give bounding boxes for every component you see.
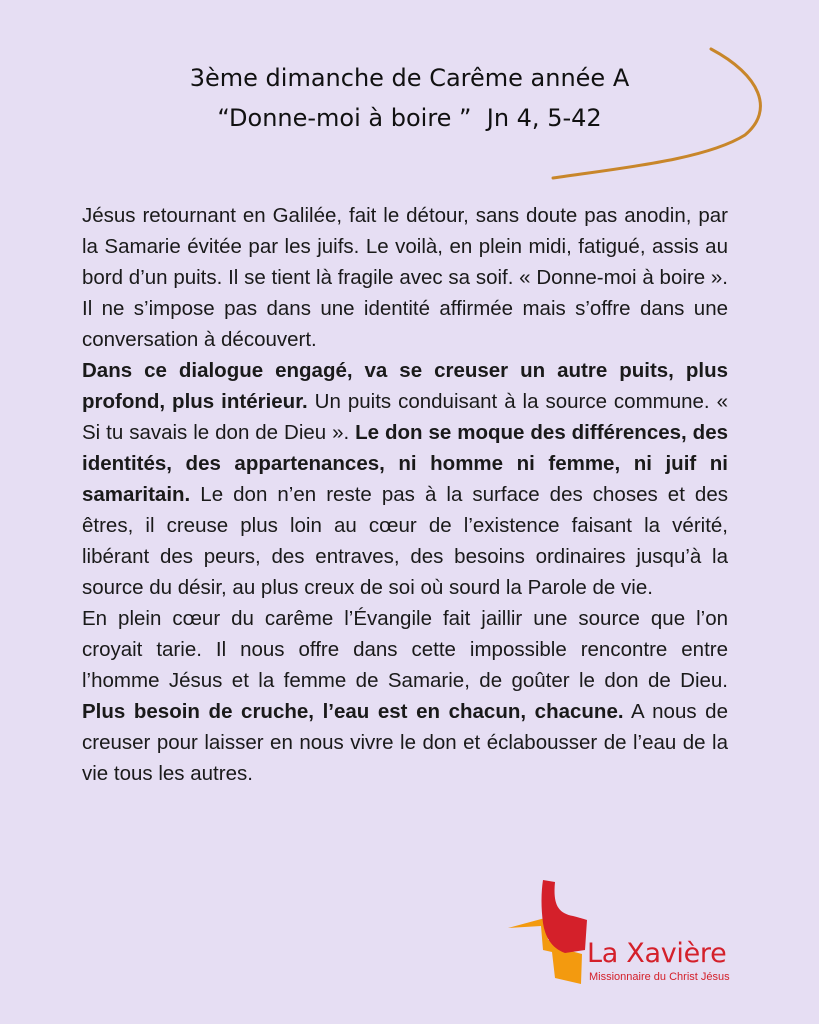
logo-subtitle: Missionnaire du Christ Jésus <box>589 971 730 983</box>
text-span: Le don n’en reste pas à la surface des choses et des êtres, il creuse plus loin au cœur de l’existence faisant la vérité, libérant des peurs, des entraves, des besoins ordinaires jusqu’à la source du désir, au plus creux de soi où sourd la Parole de vie. <box>82 483 728 599</box>
page-title <box>0 58 819 138</box>
paragraph-1: Jésus retournant en Galilée, fait le détour, sans doute pas anodin, par la Samarie évitée par les juifs. Le voilà, en plein midi, fatigué, assis au bord d’un puits. Il se tient là fragile avec sa soif. « Donne-moi à boire ». Il ne s’impose pas dans une identité affirmée mais s’offre dans une conversation à découvert. <box>82 204 728 351</box>
reflection-text <box>82 200 728 789</box>
text-span: En plein cœur du carême l’Évangile fait jaillir une source que l’on croyait tarie. Il nous offre dans cette impossible rencontre entre l’homme Jésus et la femme de Samarie, de goûter le don de Dieu. <box>82 607 728 692</box>
bold-phrase: Dans ce dialogue engagé, va se creuser un autre puits, plus profond, plus intérieur. <box>82 359 728 413</box>
paragraph-3 <box>82 603 728 789</box>
bold-phrase: Le don se moque des différences, des identités, des appartenances, ni homme ni femme, ni juif ni samaritain. <box>82 421 728 506</box>
text-span: A nous de creuser pour laisser en nous vivre le don et éclabousser de l’eau de la vie tous les autres. <box>82 700 728 785</box>
logo-name: La Xavière <box>587 938 727 969</box>
bold-phrase: Plus besoin de cruche, l’eau est en chacun, chacune. <box>82 700 624 723</box>
paragraph-2 <box>82 355 728 603</box>
title-line-1: 3ème dimanche de Carême année A <box>189 64 630 92</box>
title-line-2: “Donne-moi à boire ” Jn 4, 5-42 <box>217 104 602 132</box>
text-span: Un puits conduisant à la source commune. « Si tu savais le don de Dieu ». <box>82 390 728 444</box>
